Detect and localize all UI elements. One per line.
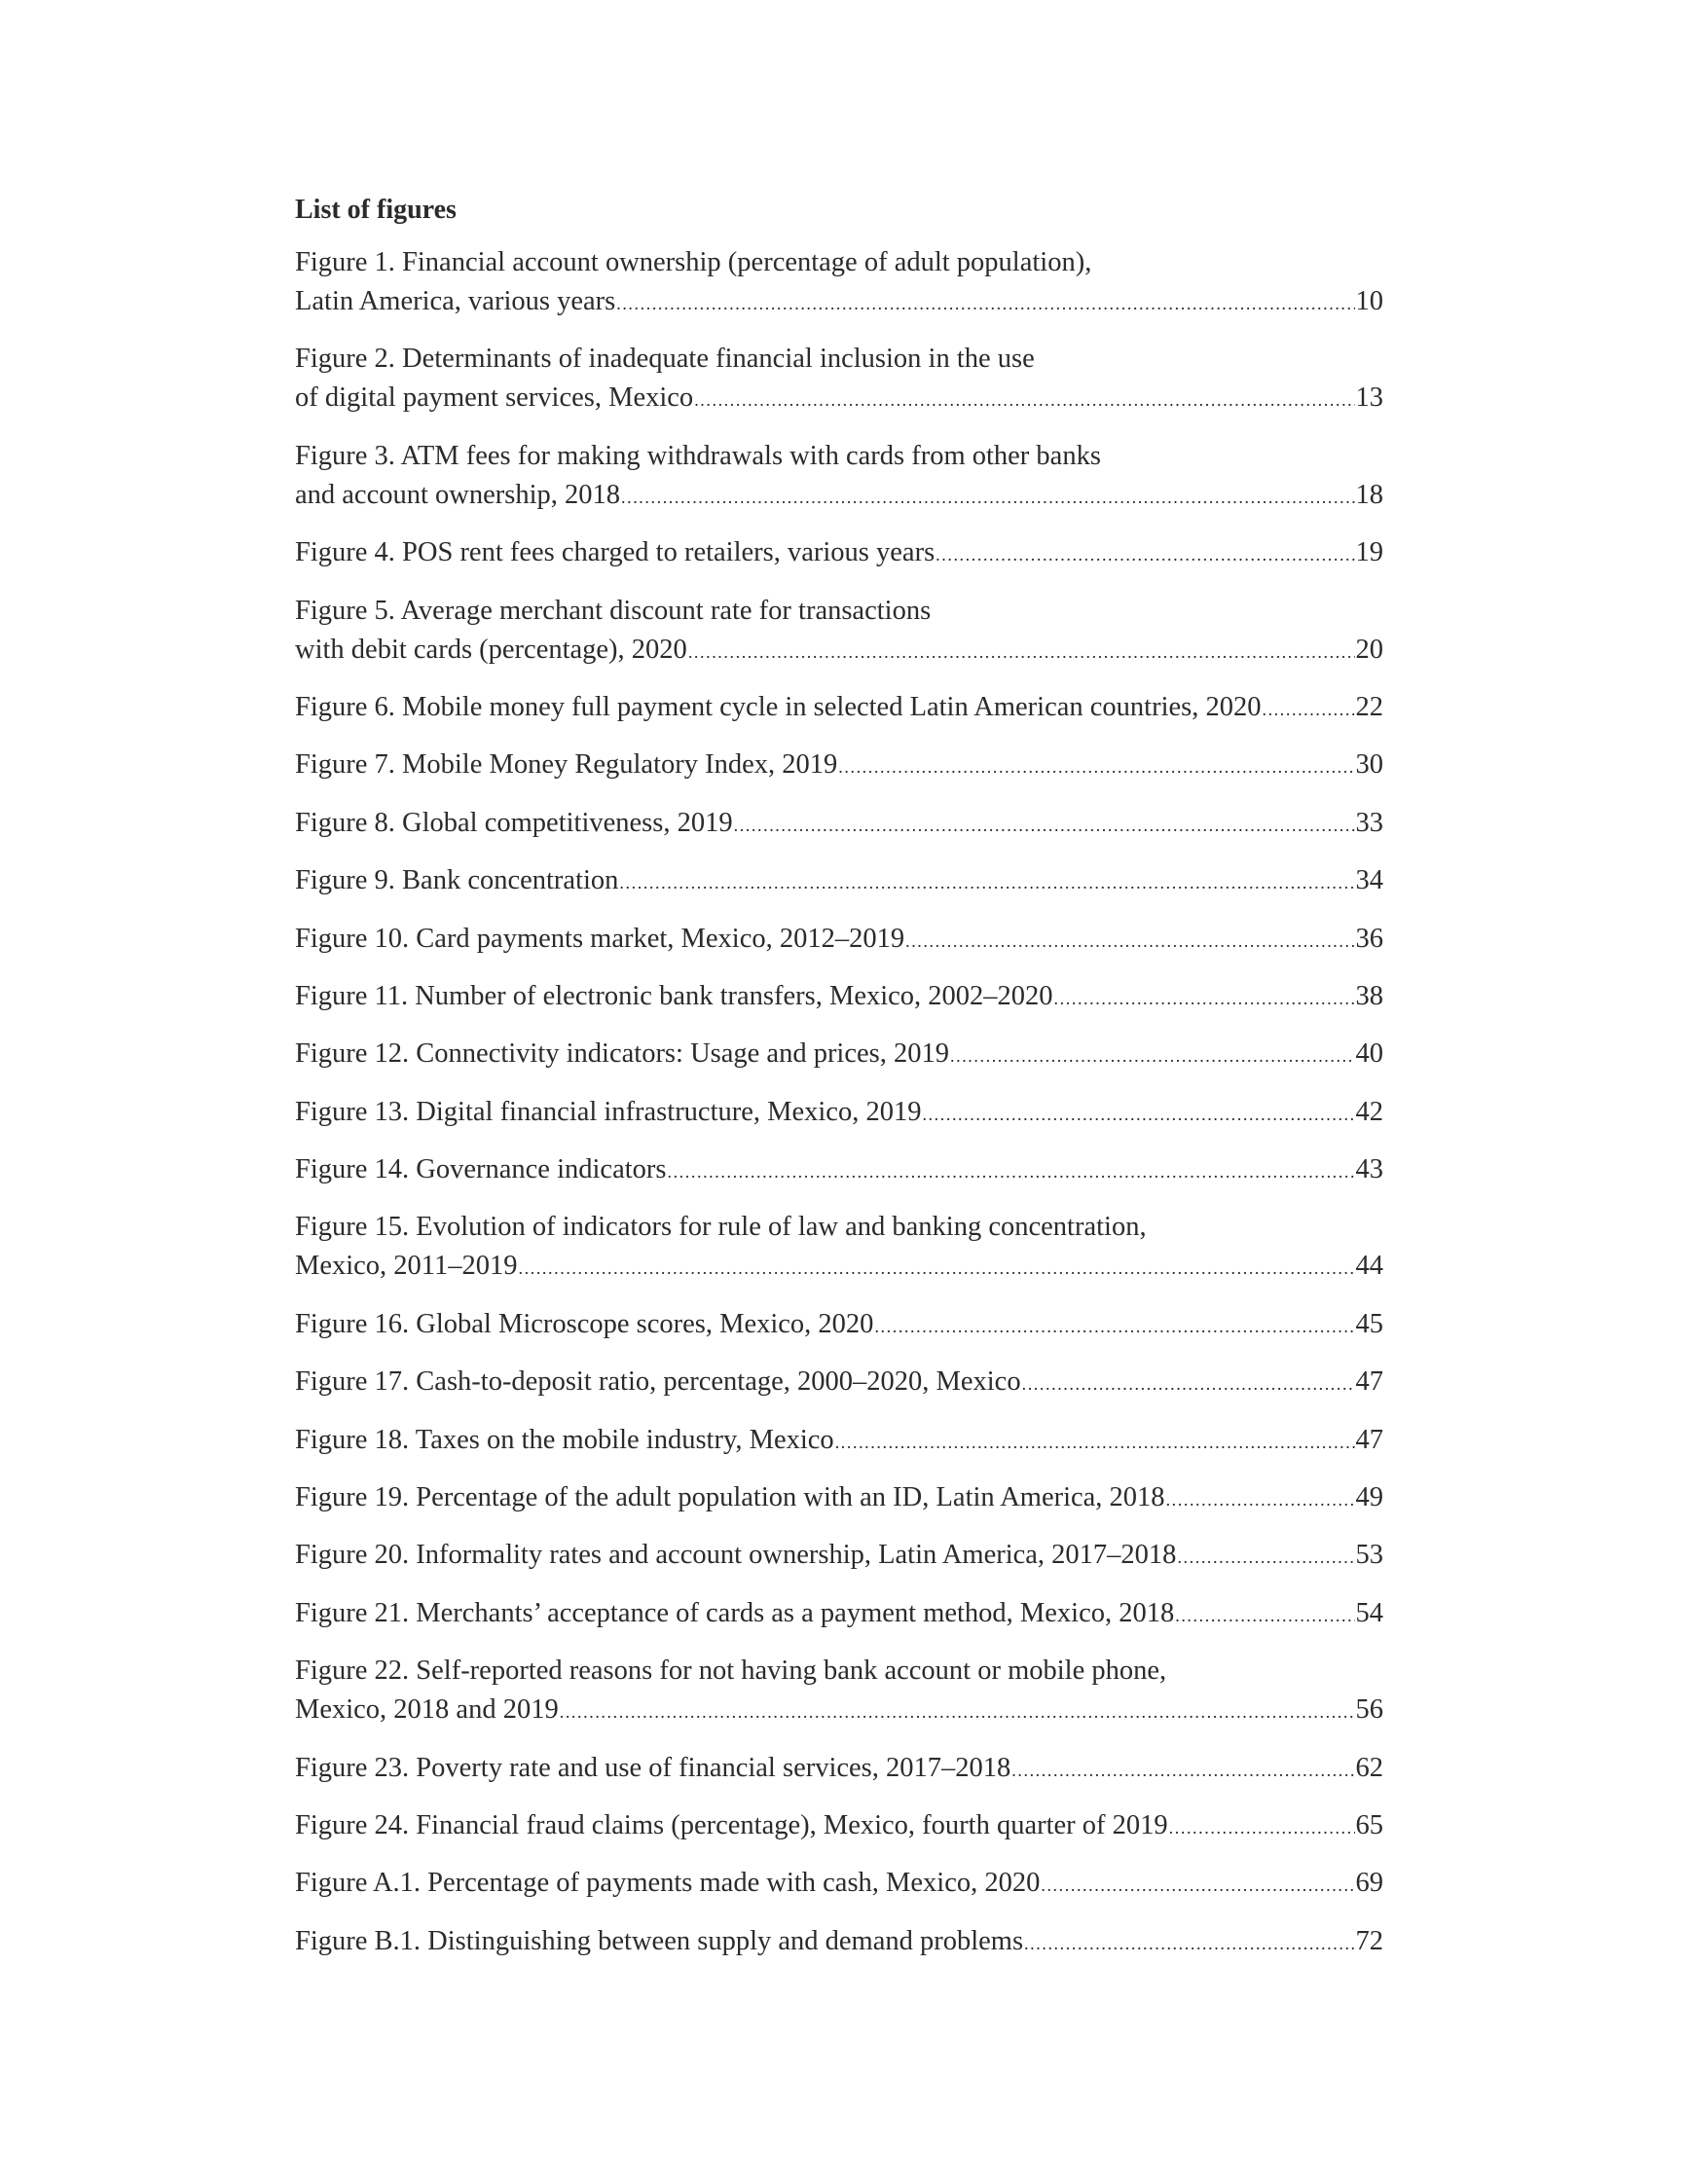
dot-leader	[905, 920, 1354, 961]
figure-title: Latin America, various years	[295, 286, 616, 316]
figure-leader-line	[295, 1749, 1383, 1790]
page-number: 30	[1355, 749, 1383, 781]
figure-leader-line	[295, 920, 1383, 961]
dot-leader	[1054, 977, 1355, 1018]
figure-title: Figure 17. Cash-to-deposit ratio, percentage, 2000–2020, Mexico	[295, 1366, 1021, 1398]
page-number: 47	[1355, 1424, 1383, 1455]
figure-entry[interactable]	[295, 688, 1383, 729]
figure-entry[interactable]	[295, 1150, 1383, 1191]
figure-leader-line	[295, 1806, 1383, 1847]
figure-leader-line	[295, 688, 1383, 729]
dot-leader	[694, 379, 1354, 419]
page-number: 19	[1355, 537, 1383, 568]
dot-leader	[1175, 1594, 1354, 1635]
page-number: 13	[1355, 382, 1383, 414]
page-number: 44	[1355, 1251, 1383, 1282]
page-number: 72	[1355, 1925, 1383, 1956]
page-number: 47	[1355, 1366, 1383, 1398]
figure-title-first-line: Figure 1. Financial account ownership (percentage of adult population),	[295, 247, 1092, 277]
figure-leader-line	[295, 1150, 1383, 1191]
figure-leader-line	[295, 533, 1383, 574]
figure-title: and account ownership, 2018	[295, 479, 620, 510]
figure-title: Figure 8. Global competitiveness, 2019	[295, 807, 733, 838]
page-number: 65	[1355, 1809, 1383, 1840]
figure-title: Figure 16. Global Microscope scores, Mexico, 2020	[295, 1308, 874, 1339]
figure-leader-line	[295, 1305, 1383, 1346]
dot-leader	[874, 1305, 1354, 1346]
page-number: 43	[1355, 1154, 1383, 1185]
figure-title: Figure 12. Connectivity indicators: Usage and prices, 2019	[295, 1038, 949, 1070]
dot-leader	[667, 1150, 1354, 1191]
figure-title: Figure A.1. Percentage of payments made with cash, Mexico, 2020	[295, 1868, 1041, 1899]
figure-entry[interactable]	[295, 1478, 1383, 1519]
dot-leader	[835, 1421, 1355, 1462]
figure-title: Figure 14. Governance indicators	[295, 1154, 667, 1185]
figure-entry[interactable]	[295, 1536, 1383, 1577]
dot-leader	[621, 476, 1355, 517]
figure-leader-line	[295, 861, 1383, 902]
figure-title: Figure B.1. Distinguishing between supply and demand problems	[295, 1925, 1024, 1956]
page-number: 53	[1355, 1540, 1383, 1571]
figure-entry[interactable]	[295, 1421, 1383, 1462]
dot-leader	[838, 746, 1354, 786]
figure-entry[interactable]	[295, 437, 1383, 517]
dot-leader	[616, 282, 1354, 323]
dot-leader	[936, 533, 1354, 574]
figure-title: Figure 13. Digital financial infrastructure, Mexico, 2019	[295, 1096, 922, 1127]
figure-leader-line	[295, 476, 1383, 517]
figure-title-first-line: Figure 2. Determinants of inadequate financial inclusion in the use	[295, 344, 1035, 375]
figure-entry[interactable]	[295, 533, 1383, 574]
figure-entry[interactable]	[295, 920, 1383, 961]
dot-leader	[619, 861, 1354, 902]
figure-title: Mexico, 2018 and 2019	[295, 1694, 559, 1726]
page-number: 42	[1355, 1096, 1383, 1127]
figure-entry[interactable]	[295, 804, 1383, 845]
figure-leader-line	[295, 1093, 1383, 1134]
figure-title: Figure 23. Poverty rate and use of financial services, 2017–2018	[295, 1752, 1011, 1783]
dot-leader	[950, 1035, 1355, 1075]
figure-title: Mexico, 2011–2019	[295, 1251, 518, 1282]
page-number: 62	[1355, 1752, 1383, 1783]
figure-entry[interactable]	[295, 592, 1383, 672]
page-number: 54	[1355, 1597, 1383, 1628]
page-number: 45	[1355, 1308, 1383, 1339]
figure-leader-line	[295, 1864, 1383, 1905]
page-number: 34	[1355, 865, 1383, 896]
figure-title-first-line: Figure 15. Evolution of indicators for rule of law and banking concentration,	[295, 1212, 1147, 1243]
figure-title-first-line: Figure 3. ATM fees for making withdrawals with cards from other banks	[295, 440, 1101, 471]
dot-leader	[560, 1691, 1355, 1731]
figure-title: Figure 9. Bank concentration	[295, 865, 619, 896]
figure-entry[interactable]	[295, 861, 1383, 902]
page-number: 49	[1355, 1482, 1383, 1513]
figure-title: Figure 11. Number of electronic bank transfers, Mexico, 2002–2020	[295, 980, 1053, 1011]
figure-entry[interactable]	[295, 1035, 1383, 1075]
figure-entry[interactable]	[295, 746, 1383, 786]
dot-leader	[1022, 1363, 1355, 1403]
figure-entry[interactable]	[295, 1093, 1383, 1134]
page-number: 40	[1355, 1038, 1383, 1070]
dot-leader	[519, 1247, 1355, 1288]
figure-leader-line	[295, 1421, 1383, 1462]
figure-leader-line	[295, 631, 1383, 672]
figure-leader-line	[295, 1594, 1383, 1635]
page-number: 38	[1355, 980, 1383, 1011]
dot-leader	[922, 1093, 1354, 1134]
figure-entry[interactable]	[295, 1922, 1383, 1963]
list-of-figures-page	[295, 191, 1383, 1980]
figure-title: Figure 19. Percentage of the adult population with an ID, Latin America, 2018	[295, 1482, 1165, 1513]
figure-title-first-line: Figure 5. Average merchant discount rate for transactions	[295, 595, 932, 626]
figure-leader-line	[295, 282, 1383, 323]
page-number: 36	[1355, 923, 1383, 954]
figure-leader-line	[295, 1478, 1383, 1519]
figure-title: Figure 21. Merchants’ acceptance of cards as a payment method, Mexico, 2018	[295, 1597, 1175, 1628]
figure-leader-line	[295, 1035, 1383, 1075]
page-number: 33	[1355, 807, 1383, 838]
figure-entry[interactable]	[295, 340, 1383, 419]
figure-title: Figure 10. Card payments market, Mexico, 2012–2019	[295, 923, 905, 954]
figure-leader-line	[295, 1247, 1383, 1288]
figure-title-first-line: Figure 22. Self-reported reasons for not having bank account or mobile phone,	[295, 1656, 1167, 1687]
page-title: List of figures	[295, 195, 457, 225]
page-number: 10	[1355, 286, 1383, 316]
figure-leader-line	[295, 746, 1383, 786]
figure-list	[295, 243, 1383, 1963]
page-number: 18	[1355, 479, 1383, 510]
figure-title: Figure 6. Mobile money full payment cycle in selected Latin American countries, 2020	[295, 691, 1262, 722]
figure-entry[interactable]	[295, 243, 1383, 323]
figure-title: of digital payment services, Mexico	[295, 382, 694, 414]
figure-entry[interactable]	[295, 1864, 1383, 1905]
figure-entry[interactable]	[295, 1363, 1383, 1403]
figure-title: with debit cards (percentage), 2020	[295, 634, 687, 665]
figure-entry[interactable]	[295, 1208, 1383, 1288]
figure-leader-line	[295, 1363, 1383, 1403]
dot-leader	[688, 631, 1355, 672]
figure-leader-line	[295, 1536, 1383, 1577]
page-number: 20	[1355, 634, 1383, 665]
dot-leader	[734, 804, 1355, 845]
dot-leader	[1177, 1536, 1354, 1577]
page-number: 69	[1355, 1868, 1383, 1899]
figure-leader-line	[295, 1922, 1383, 1963]
figure-leader-line	[295, 1691, 1383, 1731]
figure-title: Figure 18. Taxes on the mobile industry, Mexico	[295, 1424, 834, 1455]
figure-title: Figure 24. Financial fraud claims (percentage), Mexico, fourth quarter of 2019	[295, 1809, 1168, 1840]
dot-leader	[1041, 1864, 1354, 1905]
dot-leader	[1011, 1749, 1354, 1790]
page-number: 22	[1355, 691, 1383, 722]
dot-leader	[1262, 688, 1354, 729]
figure-entry[interactable]	[295, 1652, 1383, 1731]
figure-entry[interactable]	[295, 1806, 1383, 1847]
figure-leader-line	[295, 379, 1383, 419]
figure-entry[interactable]	[295, 1594, 1383, 1635]
dot-leader	[1024, 1922, 1354, 1963]
page-number: 56	[1355, 1694, 1383, 1726]
dot-leader	[1166, 1478, 1355, 1519]
figure-entry[interactable]	[295, 1305, 1383, 1346]
figure-entry[interactable]	[295, 977, 1383, 1018]
figure-leader-line	[295, 804, 1383, 845]
figure-title: Figure 20. Informality rates and account ownership, Latin America, 2017–2018	[295, 1540, 1177, 1571]
figure-title: Figure 4. POS rent fees charged to retailers, various years	[295, 537, 936, 568]
figure-title: Figure 7. Mobile Money Regulatory Index, 2019	[295, 749, 838, 781]
figure-entry[interactable]	[295, 1749, 1383, 1790]
figure-leader-line	[295, 977, 1383, 1018]
dot-leader	[1169, 1806, 1355, 1847]
